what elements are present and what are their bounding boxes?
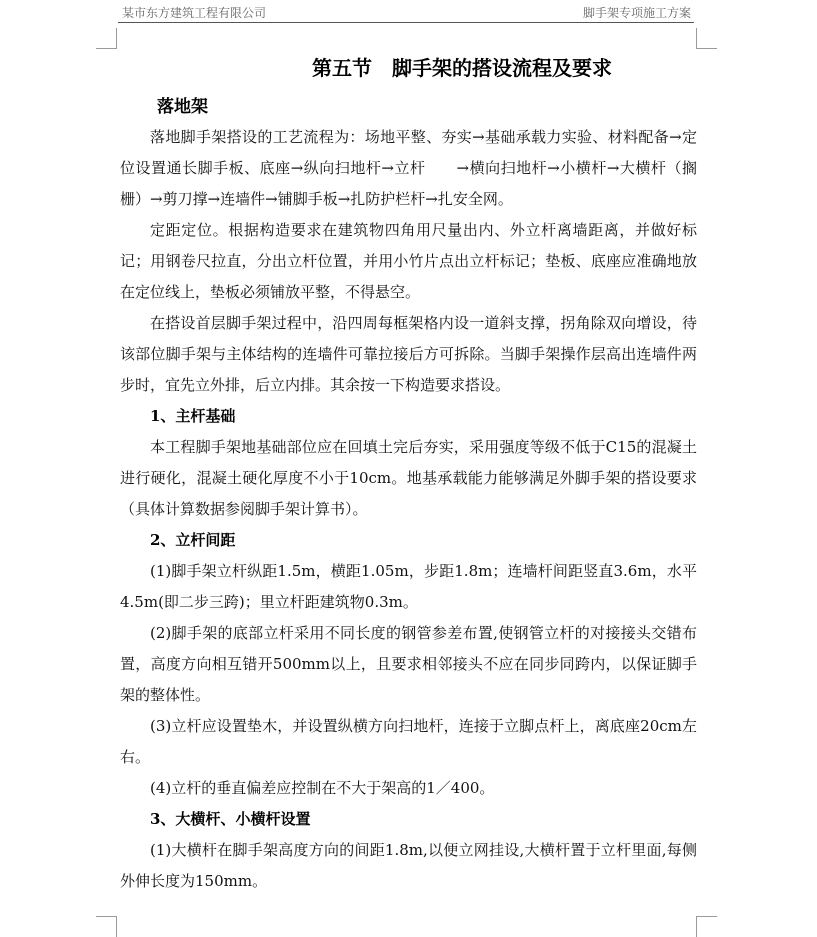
heading-pole-foundation: 1、主杆基础 (150, 407, 236, 425)
crop-mark-bottom-left (96, 916, 117, 937)
paragraph-process-flow: 落地脚手架搭设的工艺流程为：场地平整、夯实→基础承载力实验、材料配备→定位设置通长脚手板、底座→纵向扫地杆→立杆 →横向扫地杆→小横杆→大横杆（搁栅）→剪刀撑→连墙件→铺脚手板→扎防护栏杆→扎安全网。 (120, 128, 697, 208)
body-text (120, 122, 697, 897)
crop-mark-top-right (696, 28, 717, 49)
header-rule (118, 22, 694, 23)
paragraph-spacing-4: (4)立杆的垂直偏差应控制在不大于架高的1／400。 (150, 779, 495, 797)
crop-mark-top-left (96, 28, 117, 49)
paragraph-spacing-1: (1)脚手架立杆纵距1.5m，横距1.05m，步距1.8m；连墙杆间距竖直3.6m，水平4.5m(即二步三跨)；里立杆距建筑物0.3m。 (120, 562, 697, 611)
paragraph-ledger-1: (1)大横杆在脚手架高度方向的间距1.8m,以便立网挂设,大横杆置于立杆里面,每侧外伸长度为150mm。 (120, 841, 697, 890)
paragraph-spacing-2: (2)脚手架的底部立杆采用不同长度的钢管参差布置,使钢管立杆的对接接头交错布置，高度方向相互错开500mm以上，且要求相邻接头不应在同步同跨内，以保证脚手架的整体性。 (120, 624, 697, 704)
heading-pole-spacing: 2、立杆间距 (150, 531, 236, 549)
header-doc-title: 脚手架专项施工方案 (582, 6, 691, 20)
paragraph-positioning: 定距定位。根据构造要求在建筑物四角用尺量出内、外立杆离墙距离，并做好标记；用钢卷尺拉直，分出立杆位置，并用小竹片点出立杆标记；垫板、底座应准确地放在定位线上，垫板必须铺放平整，不得悬空。 (120, 221, 697, 301)
heading-ledger-transom: 3、大横杆、小横杆设置 (150, 810, 311, 828)
page-content (120, 52, 697, 897)
header-company: 某市东方建筑工程有限公司 (122, 6, 267, 20)
paragraph-spacing-3: (3)立杆应设置垫木，并设置纵横方向扫地杆，连接于立脚点杆上，离底座20cm左右。 (120, 717, 697, 766)
paragraph-foundation: 本工程脚手架地基础部位应在回填土完后夯实，采用强度等级不低于C15的混凝土进行硬化，混凝土硬化厚度不小于10cm。地基承载能力能够满足外脚手架的搭设要求（具体计算数据参阅脚手架计算书）。 (120, 438, 697, 518)
crop-mark-bottom-right (696, 916, 717, 937)
section-title: 第五节 脚手架的搭设流程及要求 (312, 56, 612, 80)
paragraph-first-layer: 在搭设首层脚手架过程中，沿四周每框架格内设一道斜支撑，拐角除双向增设，待该部位脚手架与主体结构的连墙件可靠拉接后方可拆除。当脚手架操作层高出连墙件两步时，宜先立外排，后立内排。其余按一下构造要求搭设。 (120, 314, 697, 394)
sub-title: 落地架 (157, 97, 208, 117)
